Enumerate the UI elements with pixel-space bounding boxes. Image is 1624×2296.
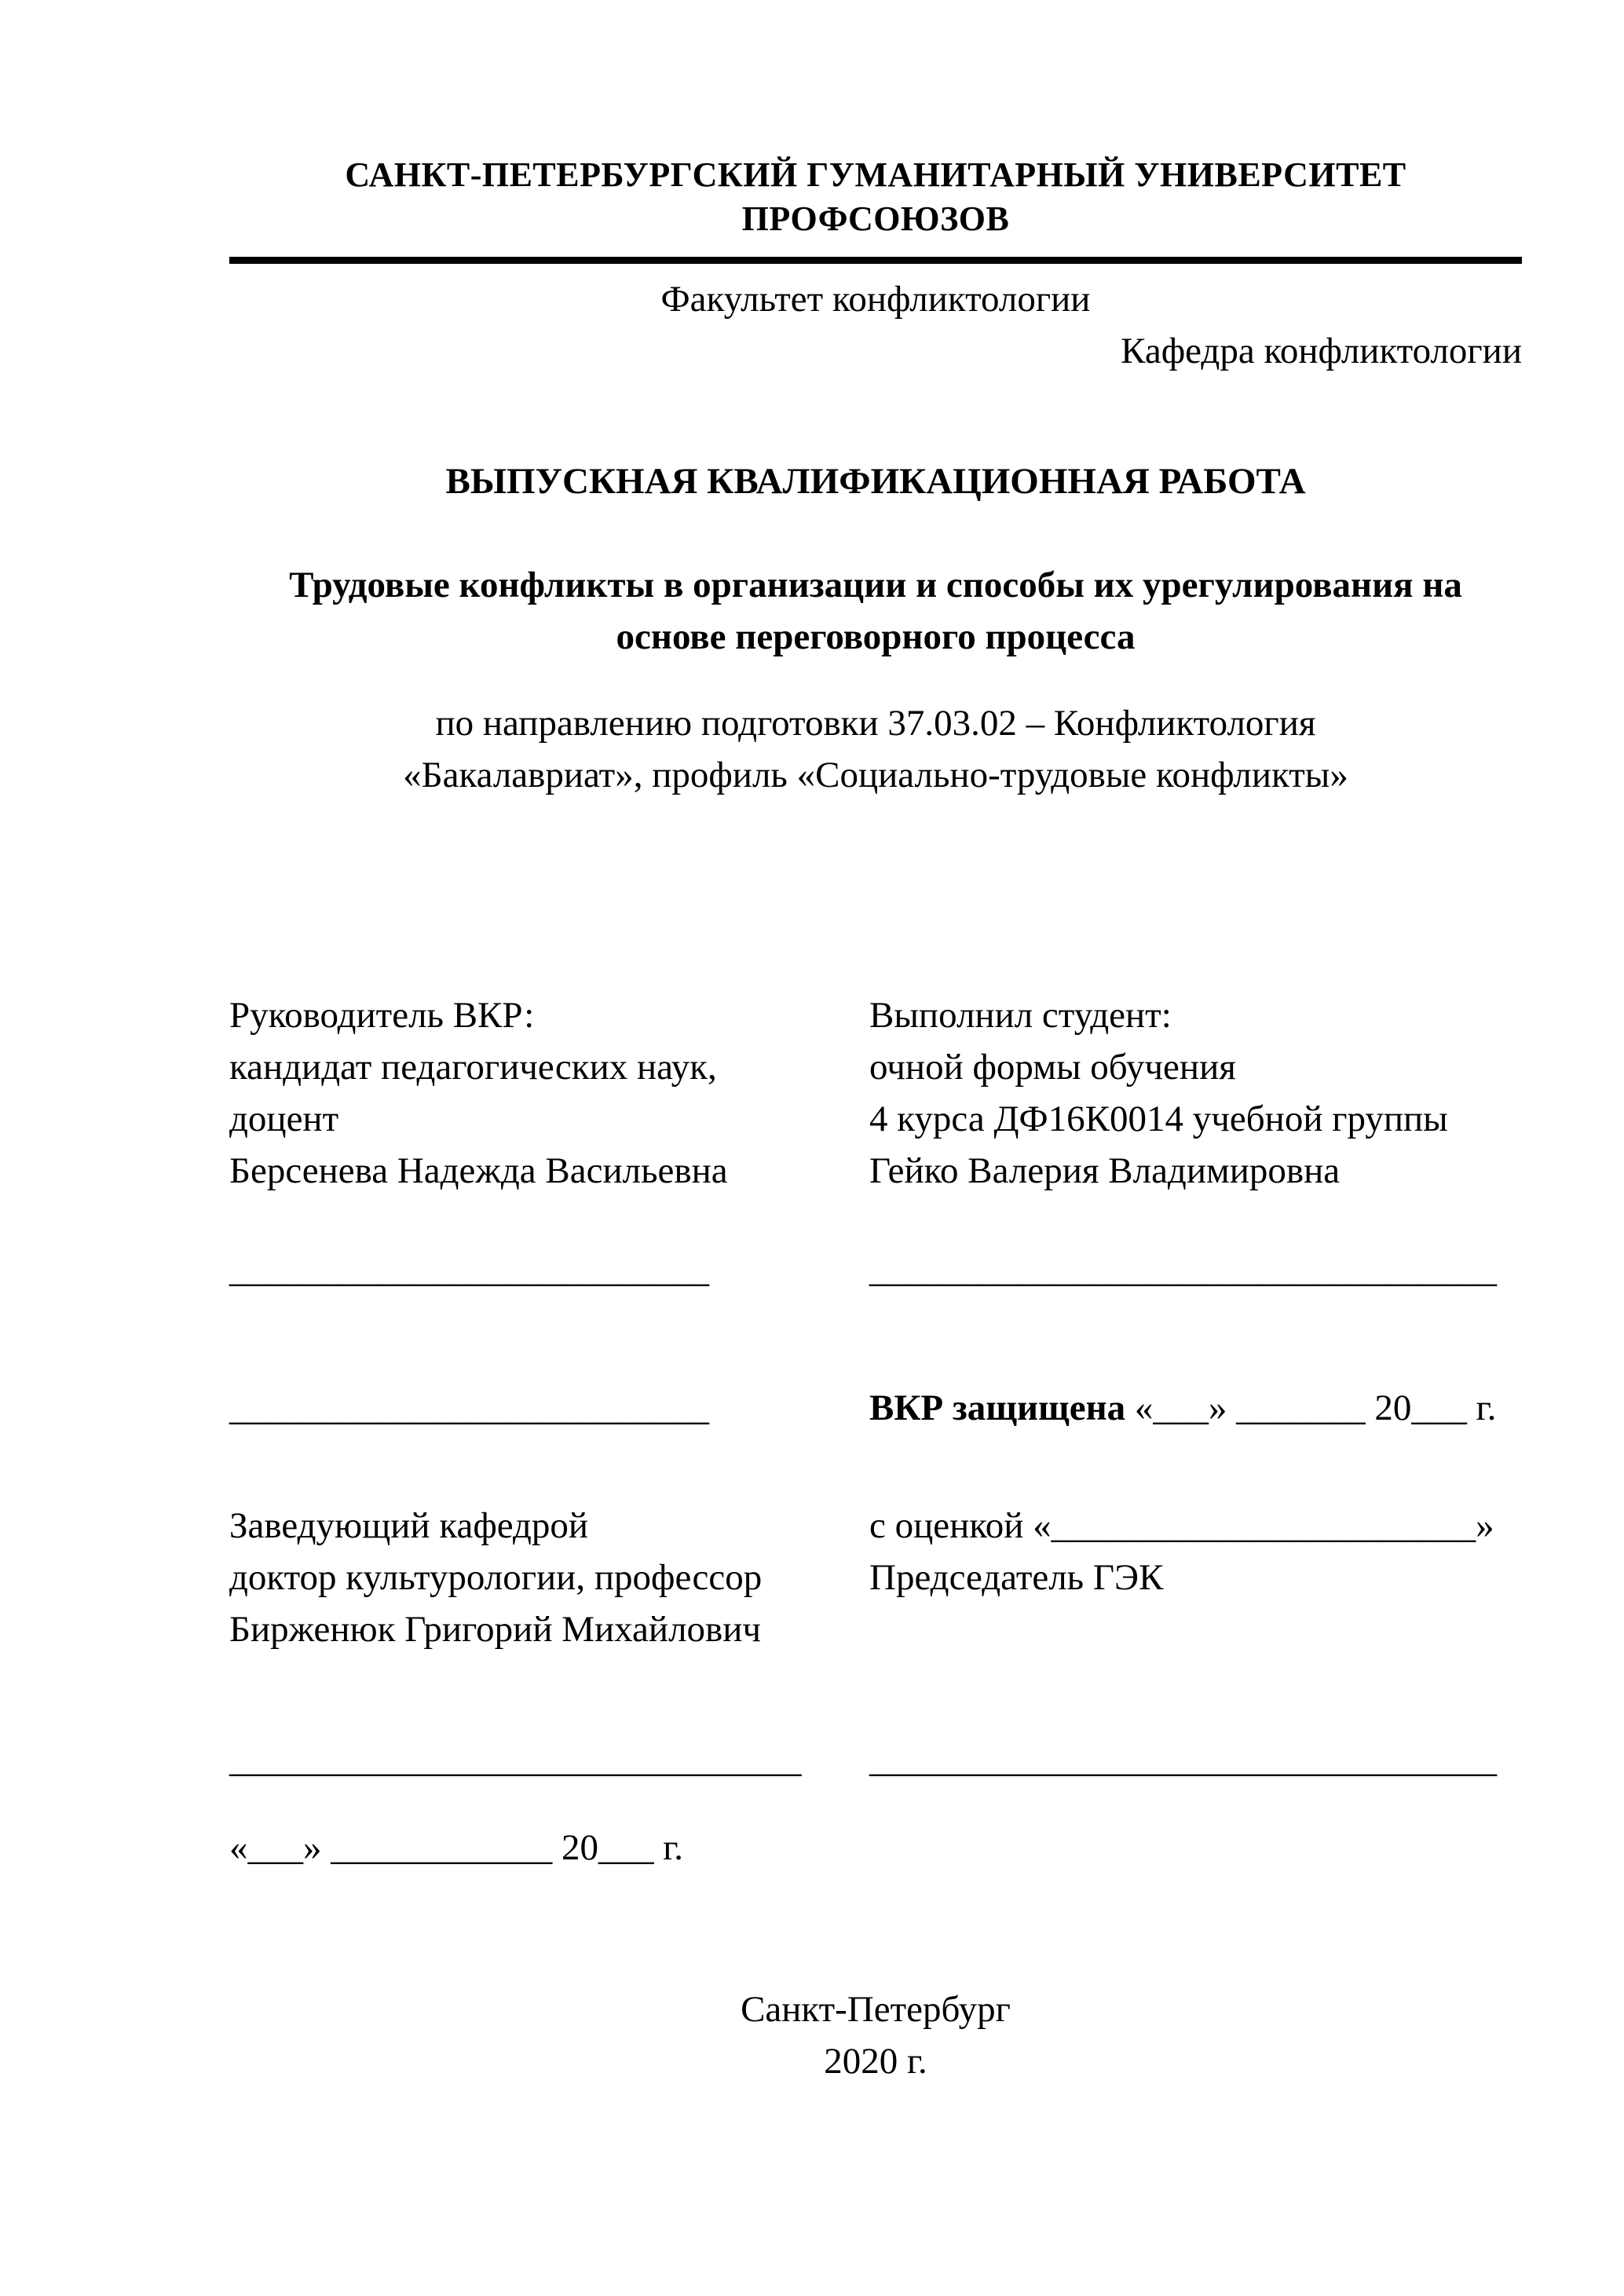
department-head-section	[229, 1500, 1522, 1655]
thesis-title-line-2: основе переговорного процесса	[616, 616, 1136, 657]
student-signature-line: __________________________________	[869, 1249, 1497, 1290]
grade-block	[869, 1500, 1522, 1603]
supervisor-position: доцент	[229, 1099, 339, 1139]
footer	[229, 1983, 1522, 2087]
work-type-heading: ВЫПУСКНАЯ КВАЛИФИКАЦИОННАЯ РАБОТА	[445, 461, 1306, 502]
supervisor-block	[229, 989, 869, 1197]
defense-date-blank: «___» _______ 20___ г.	[1125, 1387, 1497, 1428]
student-group: 4 курса ДФ16К0014 учебной группы	[869, 1099, 1448, 1139]
footer-city: Санкт-Петербург	[741, 1989, 1011, 2030]
program-line-2: «Бакалавриат», профиль «Социально-трудовые конфликты»	[403, 755, 1348, 795]
department-head-label: Заведующий кафедрой	[229, 1505, 589, 1546]
student-study-form: очной формы обучения	[869, 1047, 1236, 1088]
signature-row-1	[229, 1244, 1522, 1296]
chairman-label: Председатель ГЭК	[869, 1557, 1164, 1598]
defense-status-line	[869, 1382, 1522, 1434]
university-name: САНКТ-ПЕТЕРБУРГСКИЙ ГУМАНИТАРНЫЙ УНИВЕРСИТЕТ ПРОФСОЮЗОВ	[345, 155, 1406, 238]
faculty-line: Факультет конфликтологии	[660, 279, 1091, 320]
supervisor-label: Руководитель ВКР:	[229, 995, 535, 1036]
student-block	[869, 989, 1522, 1197]
supervisor-signature-line: __________________________	[229, 1249, 709, 1290]
signature-row-2	[229, 1382, 1522, 1434]
department-head-name: Бирженюк Григорий Михайлович	[229, 1609, 762, 1650]
department-line: Кафедра конфликтологии	[1121, 331, 1522, 371]
supervisor-degree: кандидат педагогических наук,	[229, 1047, 717, 1088]
thesis-title-line-1: Трудовые конфликты в организации и способы их урегулирования на	[289, 565, 1462, 605]
people-section	[229, 989, 1522, 1197]
program-line-1: по направлению подготовки 37.03.02 – Конфликтология	[435, 703, 1316, 744]
defense-status-label: ВКР защищена	[869, 1387, 1126, 1428]
chairman-signature-line: __________________________________	[869, 1739, 1497, 1780]
grade-blank-line: с оценкой «_______________________»	[869, 1505, 1494, 1546]
student-label: Выполнил студент:	[869, 995, 1172, 1036]
head-signature-line-upper: __________________________	[229, 1387, 709, 1428]
department-head-degree: доктор культурологии, профессор	[229, 1557, 763, 1598]
student-name: Гейко Валерия Владимировна	[869, 1150, 1341, 1191]
program-info	[229, 697, 1522, 801]
footer-year: 2020 г.	[824, 2041, 927, 2082]
department-head-block	[229, 1500, 869, 1655]
signature-row-3	[229, 1734, 1522, 1786]
supervisor-name: Берсенева Надежда Васильевна	[229, 1150, 728, 1191]
header-rule	[229, 257, 1522, 264]
head-date-line: «___» ____________ 20___ г.	[229, 1827, 683, 1868]
thesis-title	[229, 559, 1522, 663]
head-signature-line-lower: _______________________________	[229, 1739, 802, 1780]
